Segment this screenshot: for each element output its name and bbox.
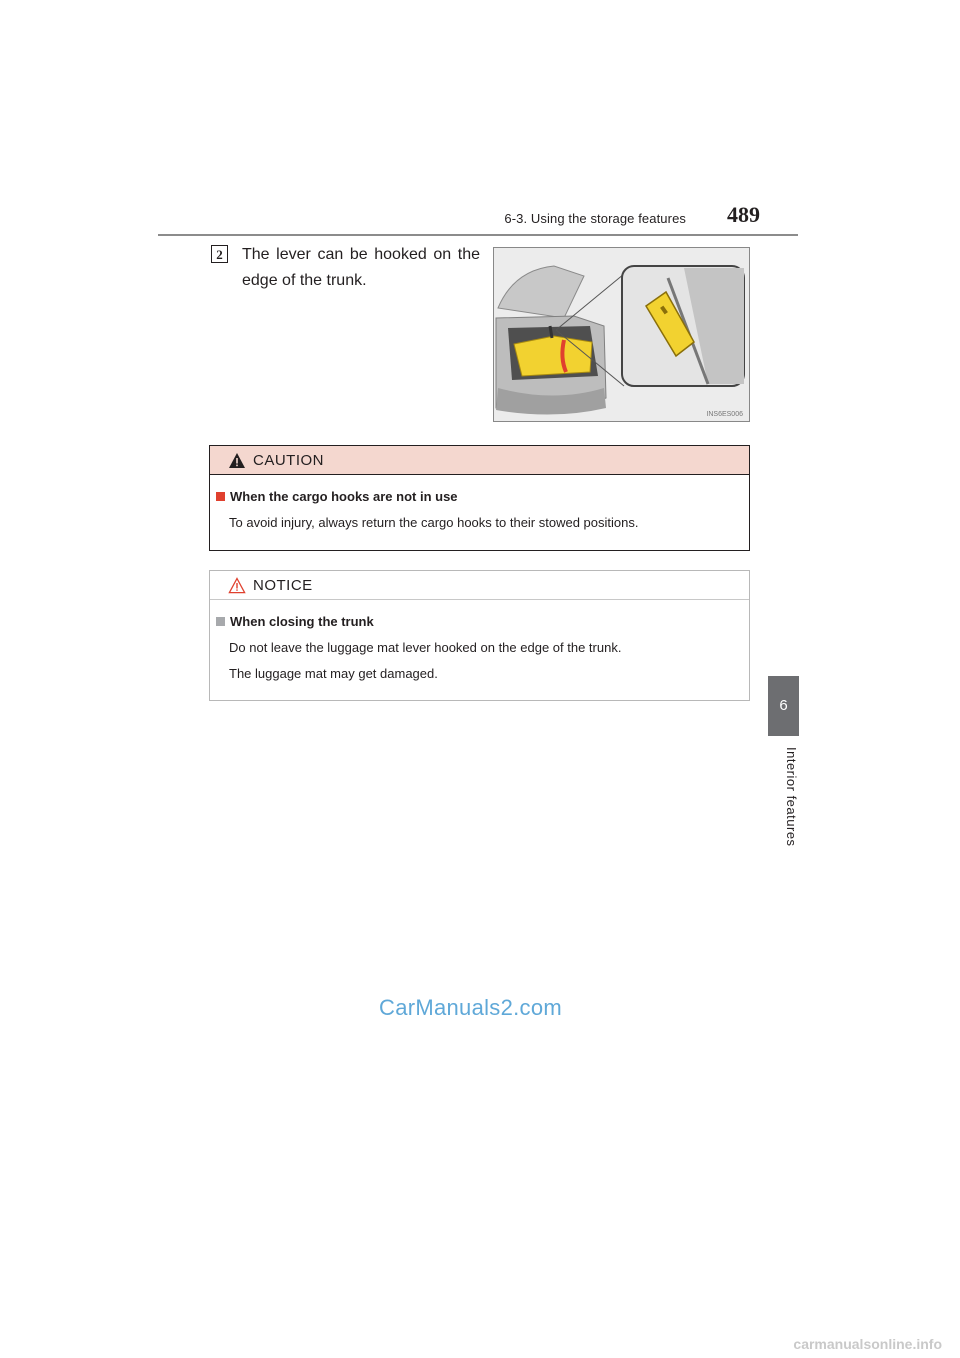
chapter-title: [768, 742, 799, 852]
caution-item-body: To avoid injury, always return the cargo hooks to their stowed positions.: [229, 515, 639, 530]
notice-box: [209, 570, 750, 701]
notice-item-body-2: The luggage mat may get damaged.: [229, 666, 438, 681]
notice-item-title-text: When closing the trunk: [230, 614, 374, 629]
footer-watermark: carmanualsonline.info: [793, 1336, 942, 1352]
caution-item-title: [216, 489, 458, 504]
bullet-square-icon: [216, 617, 225, 626]
figure-code: INS6ES006: [706, 411, 743, 418]
caution-item-title-text: When the cargo hooks are not in use: [230, 489, 458, 504]
trunk-lever-image: [494, 248, 749, 421]
notice-title: NOTICE: [253, 577, 313, 594]
notice-header: [210, 571, 749, 600]
warning-triangle-outline-icon: [228, 577, 246, 594]
chapter-tab[interactable]: 6: [768, 676, 799, 736]
step-number-badge: 2: [211, 245, 228, 263]
caution-box: [209, 445, 750, 551]
caution-header: [210, 446, 749, 475]
section-title: 6-3. Using the storage features: [504, 211, 686, 226]
warning-triangle-icon: [228, 452, 246, 469]
caution-title: CAUTION: [253, 452, 324, 469]
page-header: [158, 200, 798, 236]
notice-item-title: [216, 614, 374, 629]
bullet-square-icon: [216, 492, 225, 501]
notice-item-body-1: Do not leave the luggage mat lever hooked on the edge of the trunk.: [229, 640, 622, 655]
page-number: 489: [727, 202, 760, 227]
trunk-illustration: [493, 247, 750, 422]
chapter-title-text: Interior features: [784, 747, 799, 847]
watermark-link[interactable]: CarManuals2.com: [379, 995, 563, 1020]
step-text: The lever can be hooked on the edge of the trunk.: [242, 246, 480, 289]
